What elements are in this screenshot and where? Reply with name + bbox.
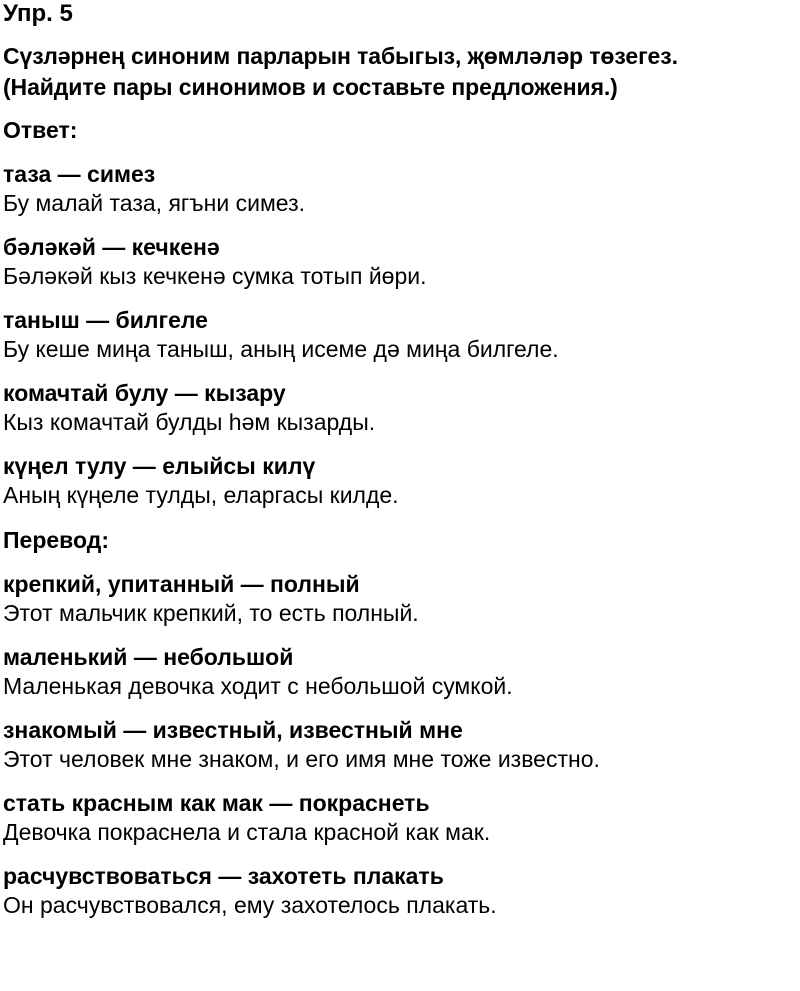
task-line-tatar: Сүзләрнең синоним парларын табыгыз, җөмләләр төзегез. <box>3 43 678 69</box>
synonym-pair: таза — симез <box>3 161 156 187</box>
example-sentence-translation: Этот мальчик крепкий, то есть полный. <box>3 600 419 626</box>
synonym-pair: бәләкәй — кечкенә <box>3 234 220 260</box>
synonym-pair-translation: знакомый — известный, известный мне <box>3 717 463 743</box>
synonym-pair: таныш — билгеле <box>3 307 208 333</box>
example-sentence-translation: Маленькая девочка ходит с небольшой сумкой. <box>3 673 513 699</box>
translation-pair <box>3 644 800 700</box>
answer-pair <box>3 453 800 509</box>
translation-pair <box>3 717 800 773</box>
synonym-pair-translation: маленький — небольшой <box>3 644 294 670</box>
synonym-pair-translation: крепкий, упитанный — полный <box>3 571 360 597</box>
synonym-pair: күңел тулу — елыйсы килү <box>3 453 316 479</box>
example-sentence: Аның күңеле тулды, еларгасы килде. <box>3 482 399 508</box>
translation-pair <box>3 790 800 846</box>
answer-pair <box>3 161 800 217</box>
synonym-pair-translation: стать красным как мак — покраснеть <box>3 790 430 816</box>
synonym-pair: комачтай булу — кызару <box>3 380 286 406</box>
example-sentence: Бу кеше миңа таныш, аның исеме дә миңа билгеле. <box>3 336 559 362</box>
task-statement <box>3 41 800 103</box>
example-sentence: Бу малай таза, ягъни симез. <box>3 190 305 216</box>
translation-section <box>3 571 800 919</box>
answer-pair <box>3 234 800 290</box>
translation-pair <box>3 863 800 919</box>
exercise-label: Упр. 5 <box>3 0 73 27</box>
synonym-pair-translation: расчувствоваться — захотеть плакать <box>3 863 444 889</box>
answer-pair <box>3 380 800 436</box>
example-sentence: Бәләкәй кыз кечкенә сумка тотып йөри. <box>3 263 427 289</box>
example-sentence-translation: Девочка покраснела и стала красной как мак. <box>3 819 491 845</box>
translation-heading: Перевод: <box>3 527 110 553</box>
translation-pair <box>3 571 800 627</box>
example-sentence-translation: Этот человек мне знаком, и его имя мне тоже известно. <box>3 746 600 772</box>
answer-heading: Ответ: <box>3 117 78 143</box>
task-line-russian: (Найдите пары синонимов и составьте предложения.) <box>3 74 618 100</box>
answer-pair <box>3 307 800 363</box>
example-sentence-translation: Он расчувствовался, ему захотелось плакать. <box>3 892 497 918</box>
example-sentence: Кыз комачтай булды һәм кызарды. <box>3 409 376 435</box>
answer-section <box>3 161 800 509</box>
